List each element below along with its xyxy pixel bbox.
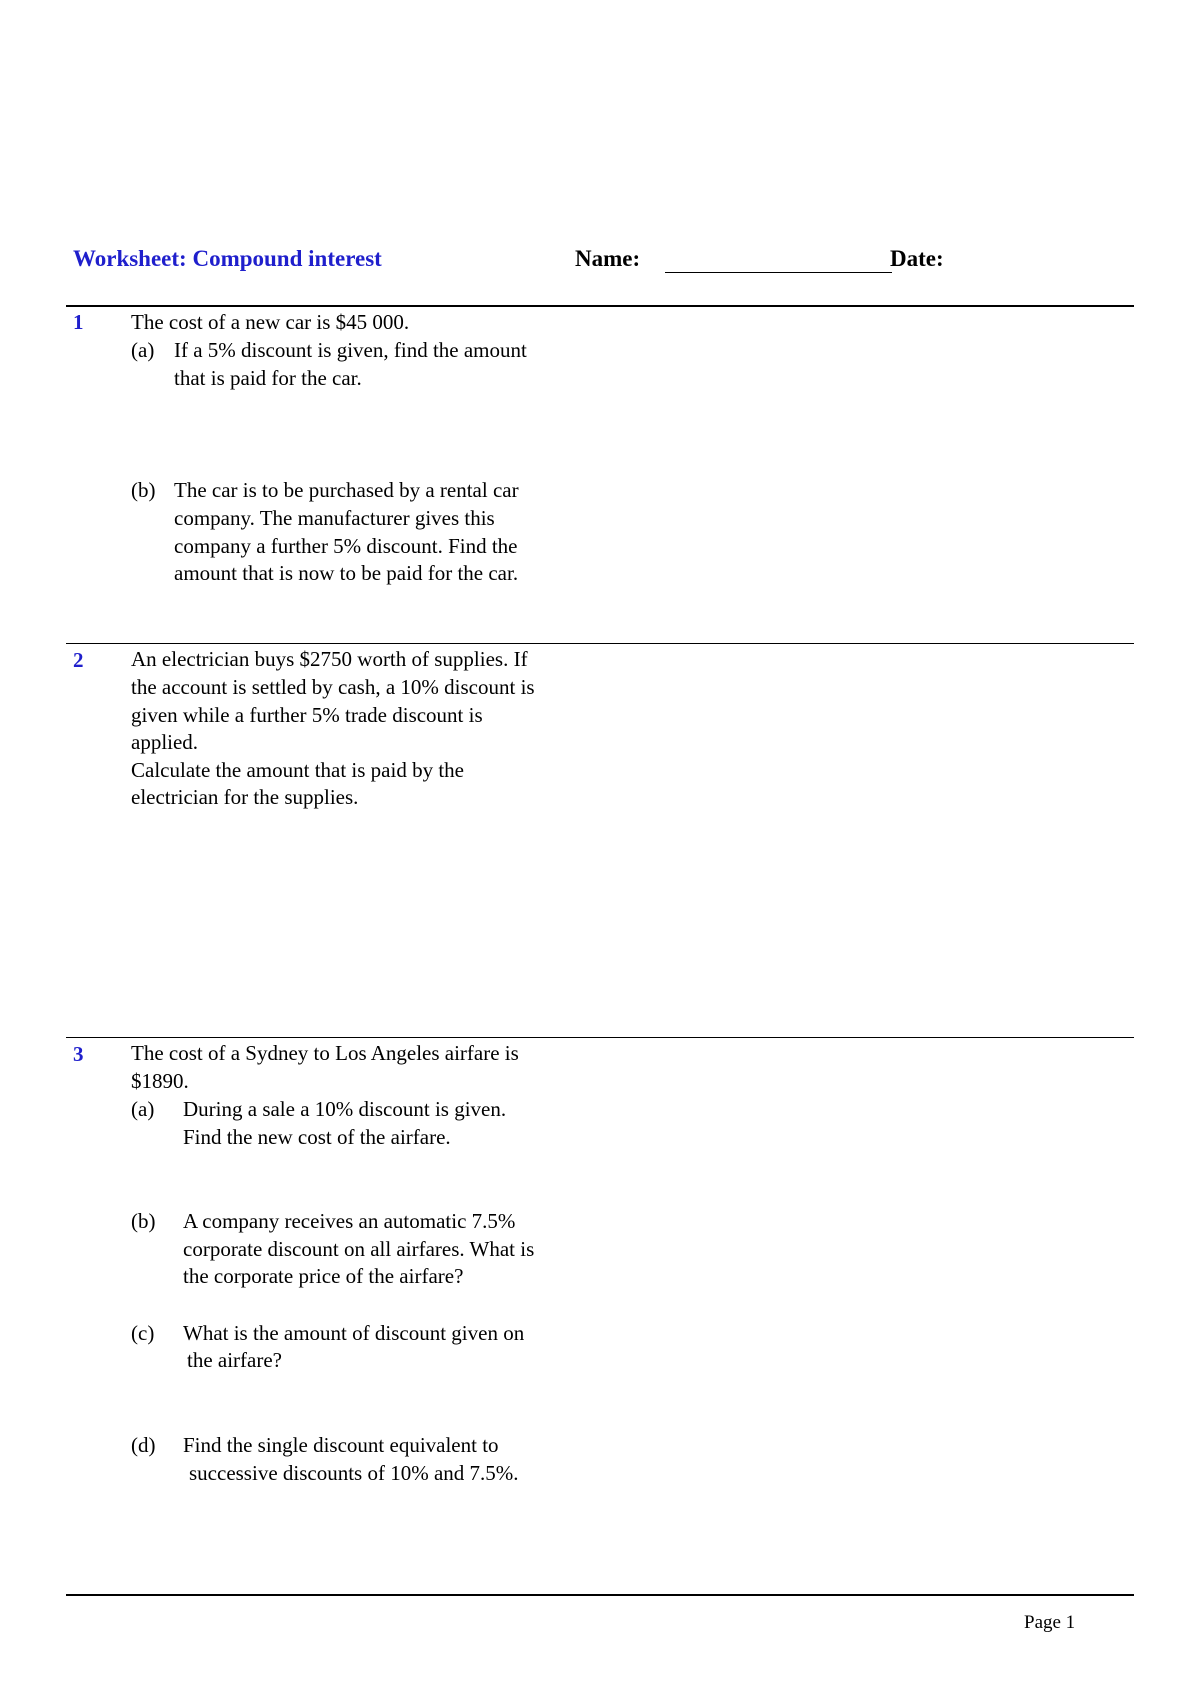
part-text-line: company a further 5% discount. Find the — [174, 534, 518, 558]
part-label: (d) — [131, 1433, 156, 1457]
part-label: (b) — [131, 478, 156, 502]
worksheet-title: Worksheet: Compound interest — [73, 246, 382, 271]
part-text-line: Find the single discount equivalent to — [183, 1433, 499, 1457]
question-stem-line: given while a further 5% trade discount is — [131, 703, 483, 727]
part-text-line: Find the new cost of the airfare. — [183, 1125, 451, 1149]
question-stem-line: applied. — [131, 730, 199, 754]
question-stem-line: An electrician buys $2750 worth of supplies. If — [131, 647, 528, 671]
part-text-line: successive discounts of 10% and 7.5%. — [189, 1461, 519, 1485]
part-text-line: the airfare? — [187, 1348, 283, 1372]
date-label: Date: — [890, 246, 944, 271]
part-text-line: amount that is now to be paid for the car. — [174, 561, 519, 585]
question-stem-line: electrician for the supplies. — [131, 785, 359, 809]
part-text-line: the corporate price of the airfare? — [183, 1264, 464, 1288]
question-stem-line: The cost of a new car is $45 000. — [131, 310, 410, 334]
question-number: 3 — [73, 1042, 84, 1066]
name-label: Name: — [575, 246, 641, 271]
part-label: (a) — [131, 338, 155, 362]
part-text-line: During a sale a 10% discount is given. — [183, 1097, 507, 1121]
part-text-line: that is paid for the car. — [174, 366, 362, 390]
name-blank-line — [665, 272, 892, 273]
question-stem-line: The cost of a Sydney to Los Angeles airfare is — [131, 1041, 519, 1065]
page-number: Page 1 — [1024, 1612, 1076, 1633]
question-stem-line: the account is settled by cash, a 10% discount is — [131, 675, 535, 699]
question-number: 2 — [73, 648, 84, 672]
part-text-line: corporate discount on all airfares. What is — [183, 1237, 535, 1261]
header-divider — [66, 305, 1134, 307]
part-text-line: company. The manufacturer gives this — [174, 506, 495, 530]
footer-divider — [66, 1594, 1134, 1596]
question-divider — [66, 1037, 1134, 1038]
question-stem-line: Calculate the amount that is paid by the — [131, 758, 464, 782]
part-text-line: If a 5% discount is given, find the amount — [174, 338, 527, 362]
question-stem-line: $1890. — [131, 1069, 189, 1093]
question-number: 1 — [73, 310, 84, 334]
part-label: (c) — [131, 1321, 155, 1345]
question-divider — [66, 643, 1134, 644]
part-label: (b) — [131, 1209, 156, 1233]
part-text-line: The car is to be purchased by a rental car — [174, 478, 519, 502]
part-label: (a) — [131, 1097, 155, 1121]
part-text-line: A company receives an automatic 7.5% — [183, 1209, 516, 1233]
part-text-line: What is the amount of discount given on — [183, 1321, 525, 1345]
